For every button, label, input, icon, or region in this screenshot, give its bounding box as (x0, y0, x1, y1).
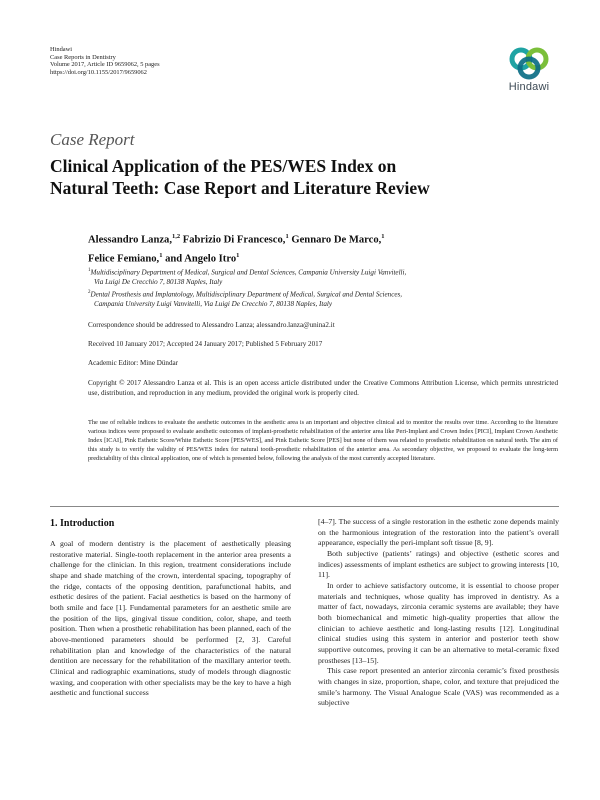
author-name: Felice Femiano, (88, 253, 160, 265)
author-name: Alessandro Lanza, (88, 234, 172, 246)
article-type: Case Report (50, 130, 135, 149)
hindawi-logo (497, 46, 561, 93)
body-paragraph: This case report presented an anterior zirconia ceramic’s fixed prosthesis with changes in size, proportion, shape, color, and texture that prejudiced the smile’s harmony. The Visual Analogue Scale (VAS) was recommended as a subjective (318, 666, 559, 708)
volume-info: Volume 2017, Article ID 9659062, 5 pages (50, 61, 160, 69)
body-paragraph: In order to achieve satisfactory outcome, it is essential to choose proper materials and techniques, whose quality has improved in dentistry. As a matter of fact, nowadays, zirconia ceramic systems are available; they have both biomechanical and mimetic high-quality properties that allow the clinician to achieve aesthetic and long-lasting results [12]. Longitudinal clinical studies using this system in anterior and posterior teeth show supportive outcomes, proving it can be an alternative to metal-ceramic fixed prostheses [13–15]. (318, 580, 559, 665)
academic-editor: Academic Editor: Mine Dündar (88, 359, 179, 367)
affiliations (88, 266, 558, 309)
author-name: Fabrizio Di Francesco, (182, 234, 286, 246)
affiliation-text: Dental Prosthesis and Implantology, Multidisciplinary Department of Medical, Surgical and Dental Sciences, (90, 289, 403, 298)
affiliation-text: Multidisciplinary Department of Medical, Surgical and Dental Sciences, Campania University Luigi Vanvitelli, (90, 268, 407, 277)
title-line: Natural Teeth: Case Report and Literature Review (50, 178, 430, 198)
affiliation-text: Campania University Luigi Vanvitelli, Via Luigi De Crecchio 7, 80138 Naples, Italy (94, 300, 333, 308)
section-heading: 1. Introduction (50, 518, 115, 529)
copyright-notice: Copyright © 2017 Alessandro Lanza et al. This is an open access article distributed under the Creative Commons Attribution License, which permits unrestricted use, distribution, and reproduction in any medium, provided the original work is properly cited. (88, 379, 558, 397)
section-divider (50, 506, 559, 507)
right-column (318, 517, 559, 709)
left-column (50, 517, 291, 699)
article-title (50, 155, 550, 199)
author-name: and Angelo Itro (165, 253, 237, 265)
affiliation-text: Via Luigi De Crecchio 7, 80138 Naples, Italy (94, 278, 223, 287)
author-affiliation-mark: 1,2 (171, 233, 181, 240)
logo-wordmark: Hindawi (508, 81, 550, 93)
doi-link[interactable]: https://doi.org/10.1155/2017/9659062 (50, 68, 147, 76)
affiliation-number: 1 (88, 268, 91, 273)
hindawi-logo-icon (506, 46, 552, 80)
body-paragraph: Both subjective (patients’ ratings) and objective (esthetic scores and indices) assessments of implant esthetics are subject to growing interests [10, 11]. (318, 548, 559, 580)
abstract: The use of reliable indices to evaluate the aesthetic outcomes in the aesthetic area is an important and objective clinical aid to monitor the results over time. According to the literature various indices were proposed to evaluate aesthetic outcomes of implant-prosthetic rehabilitation of the anterior area like Peri-Implant and Crown Index [PICI], Implant Crown Aesthetic Index [ICAI], Pink Esthetic Score/White Esthetic Score [PES/WES], and Pink Esthetic Score [PES] but none of them was related to prosthetic rehabilitation on natural teeth. The aim of this study is to verify the validity of PES/WES index for natural tooth-prosthetic rehabilitation of the anterior area. As secondary objective, we proposed to evaluate the long-term predictability of this clinical application, one of which is presented below, following the analysis of the most currently accepted literature. (88, 419, 558, 462)
article-dates: Received 10 January 2017; Accepted 24 January 2017; Published 5 February 2017 (88, 340, 323, 348)
author-name: Gennaro De Marco, (291, 234, 382, 246)
title-line: Clinical Application of the PES/WES Index on (50, 156, 397, 176)
correspondence: Correspondence should be addressed to Alessandro Lanza; alessandro.lanza@unina2.it (88, 321, 335, 329)
body-paragraph: [4–7]. The success of a single restoration in the esthetic zone depends mainly on the harmonious integration of the restoration into the patient’s overall appearance, especially the peri-implant soft tissue [8, 9]. (318, 517, 559, 548)
author-affiliation-mark: 1 (381, 233, 385, 240)
journal-meta (50, 46, 160, 76)
publisher-name: Hindawi (50, 46, 73, 53)
journal-name: Case Reports in Dentistry (50, 53, 116, 61)
author-affiliation-mark: 1 (236, 251, 240, 259)
body-paragraph: A goal of modern dentistry is the placement of aesthetically pleasing restorative material. Single-tooth replacement in the anterior area presents a challenge for the clinician. In this region, treatment considerations include shape and shade matching of the crown, interdental spacing, topography of the ridge, contacts of the opposing dentition, parafunctional habits, and esthetic desires of the patient. Facial aesthetics is based on the harmony of both smile and face [1]. Fundamental parameters for an aesthetic smile are the position of the lips, gingival tissue condition, color, shape, and teeth position. Then when a prosthetic rehabilitation has been planned, each of the above-mentioned parameters should be performed [2, 3]. Careful rehabilitation plan and knowledge of the characteristics of the natural dentition are necessary for the rehabilitation of the maxillary anterior teeth. Clinical and radiographic examinations, study of models through diagnostic waxing, and cooperation with other specialists may be the key to have a high aesthetic and functional success (50, 539, 291, 698)
author-affiliation-mark: 1 (159, 251, 163, 259)
author-list (88, 229, 558, 266)
affiliation-number: 2 (88, 289, 91, 295)
author-affiliation-mark: 1 (285, 233, 289, 240)
